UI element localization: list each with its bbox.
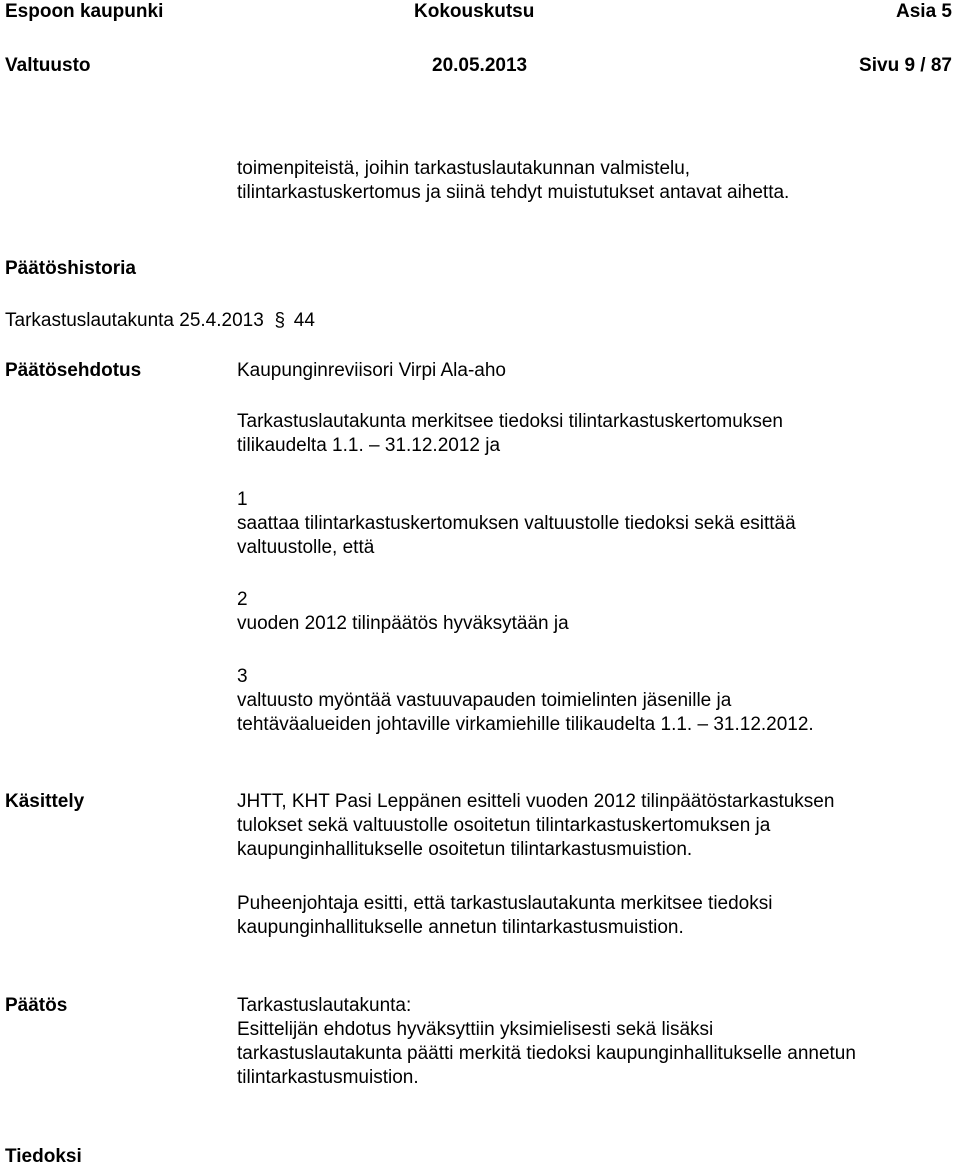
decision-history-heading: Päätöshistoria xyxy=(5,258,136,279)
proposal-item-3 xyxy=(237,665,814,737)
item-line: vuoden 2012 tilinpäätös hyväksytään ja xyxy=(237,613,569,634)
item-line: valtuusto myöntää vastuuvapauden toimielinten jäsenille ja xyxy=(237,690,732,711)
decision-paragraph xyxy=(237,994,856,1090)
page-number: Sivu 9 / 87 xyxy=(859,55,952,76)
item-number: 2 xyxy=(237,589,248,610)
proposal-line: Tarkastuslautakunta merkitsee tiedoksi tilintarkastuskertomuksen xyxy=(237,411,783,432)
item-line: saattaa tilintarkastuskertomuksen valtuustolle tiedoksi sekä esittää xyxy=(237,513,796,534)
section-icon: § xyxy=(274,310,286,331)
document-type: Kokouskutsu xyxy=(414,1,535,22)
proposal-line: tilikaudelta 1.1. – 31.12.2012 ja xyxy=(237,435,501,456)
intro-line: toimenpiteistä, joihin tarkastuslautakunnan valmistelu, xyxy=(237,158,691,179)
intro-line: tilintarkastuskertomus ja siinä tehdyt muistutukset antavat aihetta. xyxy=(237,182,790,203)
item-line: tehtäväalueiden johtaville virkamiehille tilikaudelta 1.1. – 31.12.2012. xyxy=(237,714,814,735)
handling-line: Puheenjohtaja esitti, että tarkastuslautakunta merkitsee tiedoksi xyxy=(237,893,773,914)
presenter: Kaupunginreviisori Virpi Ala-aho xyxy=(237,360,506,381)
handling-line: JHTT, KHT Pasi Leppänen esitteli vuoden 2012 tilinpäätöstarkastuksen xyxy=(237,791,835,812)
item-line: valtuustolle, että xyxy=(237,537,375,558)
section-number: 44 xyxy=(293,310,315,331)
intro-paragraph xyxy=(237,157,789,205)
decision-line: tilintarkastusmuistion. xyxy=(237,1067,419,1088)
info-label: Tiedoksi xyxy=(5,1146,82,1167)
proposal-label: Päätösehdotus xyxy=(5,360,142,381)
body-name: Valtuusto xyxy=(5,55,91,76)
handling-label: Käsittely xyxy=(5,791,85,812)
handling-paragraph-1 xyxy=(237,790,834,862)
handling-line: kaupunginhallitukselle annetun tilintarkastusmuistion. xyxy=(237,917,684,938)
proposal-item-1 xyxy=(237,488,796,560)
meeting-date: 20.05.2013 xyxy=(432,55,528,76)
proposal-intro xyxy=(237,410,783,458)
handling-line: tulokset sekä valtuustolle osoitetun tilintarkastuskertomuksen ja xyxy=(237,815,771,836)
history-meeting: Tarkastuslautakunta 25.4.2013 xyxy=(5,310,264,331)
decision-line: tarkastuslautakunta päätti merkitä tiedoksi kaupunginhallitukselle annetun xyxy=(237,1043,856,1064)
organization-name: Espoon kaupunki xyxy=(5,1,164,22)
item-number: 3 xyxy=(237,666,248,687)
proposal-item-2 xyxy=(237,588,569,636)
decision-label: Päätös xyxy=(5,995,68,1016)
decision-line: Tarkastuslautakunta: xyxy=(237,995,412,1016)
history-meeting-line xyxy=(5,309,315,333)
decision-line: Esittelijän ehdotus hyväksyttiin yksimielisesti sekä lisäksi xyxy=(237,1019,714,1040)
item-number: 1 xyxy=(237,489,248,510)
handling-line: kaupunginhallitukselle osoitetun tilintarkastusmuistion. xyxy=(237,839,693,860)
agenda-item-number: Asia 5 xyxy=(896,1,952,22)
handling-paragraph-2 xyxy=(237,892,772,940)
